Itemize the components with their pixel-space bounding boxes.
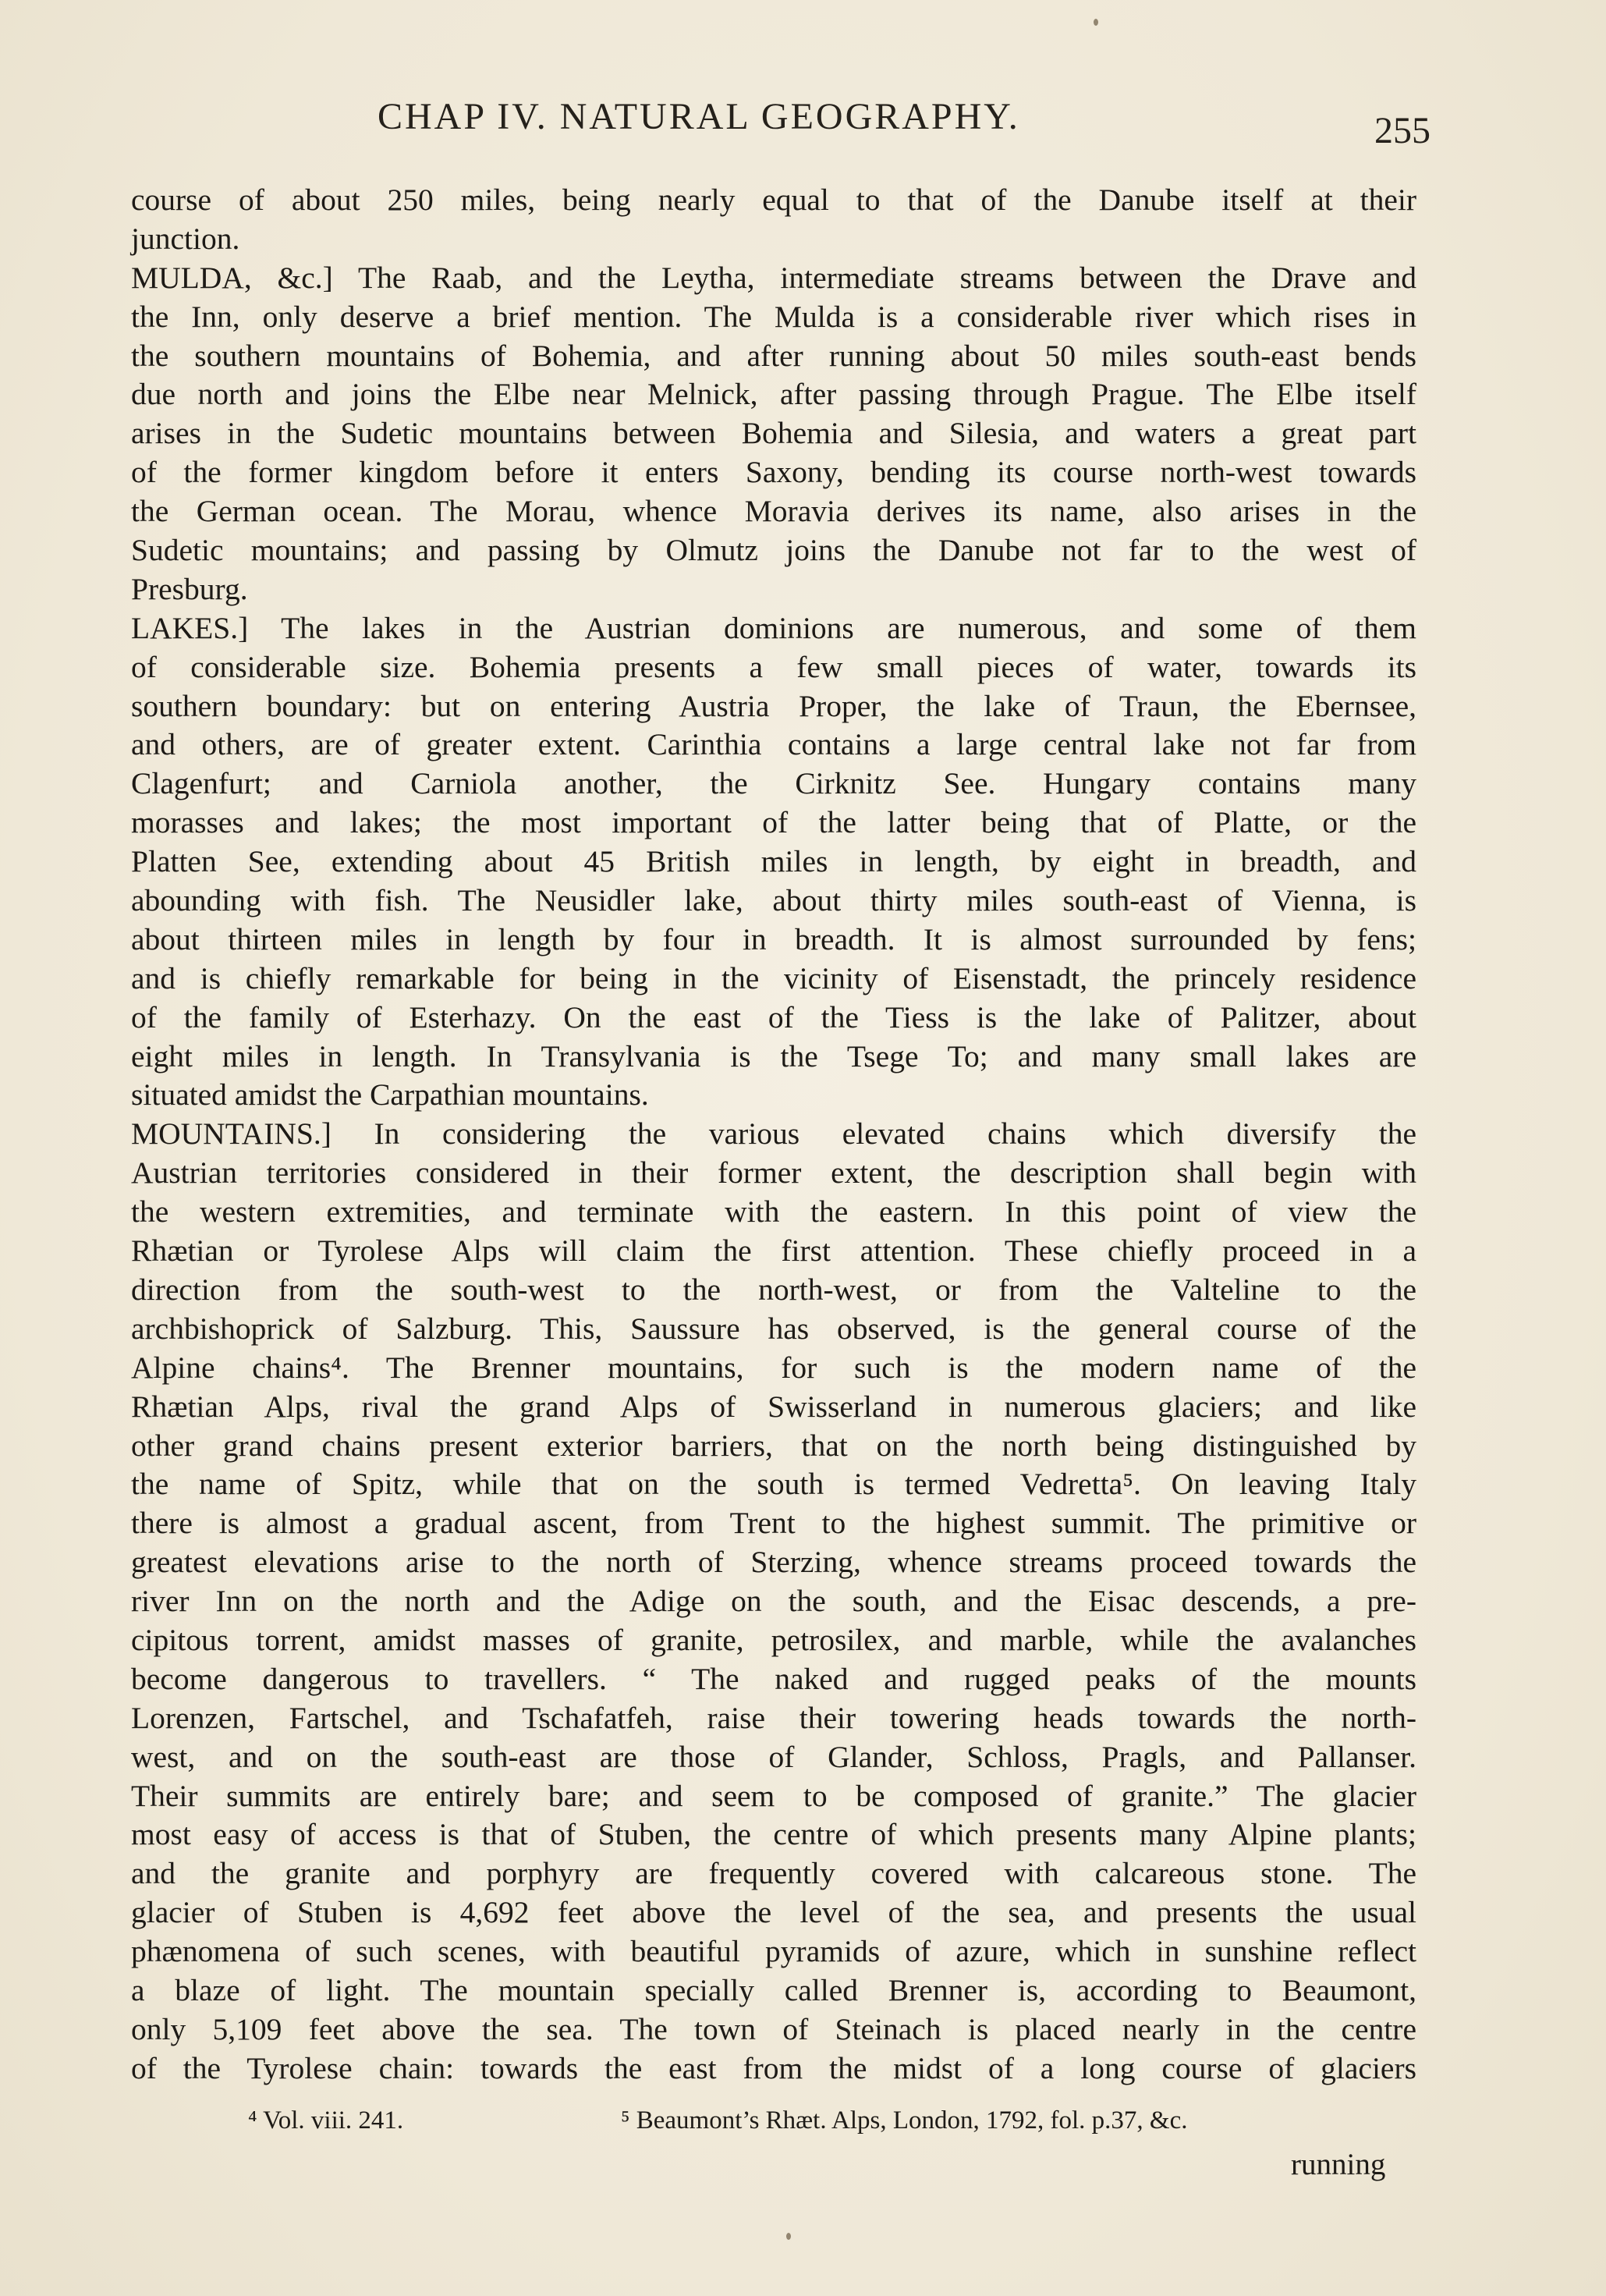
text-line: about thirteen miles in length by four in breadth. It is almost surrounded by fens; [131, 921, 1416, 956]
text-line: of the Tyrolese chain: towards the east from the midst of a long course of glaciers [131, 2050, 1416, 2085]
text-line: greatest elevations arise to the north of Sterzing, whence streams proceed towards the [131, 1545, 1416, 1580]
footnote-5: ⁵ Beaumont’s Rhæt. Alps, London, 1792, fol. p.37, &c. [621, 2106, 1188, 2135]
text-line: and others, are of greater extent. Carinthia contains a large central lake not far from [131, 727, 1416, 762]
text-line: morasses and lakes; the most important of the latter being that of Platte, or the [131, 805, 1416, 840]
text-line: of the family of Esterhazy. On the east of the Tiess is the lake of Palitzer, about [131, 999, 1416, 1034]
text-line: course of about 250 miles, being nearly equal to that of the Danube itself at their [131, 183, 1416, 217]
text-line: glacier of Stuben is 4,692 feet above the level of the sea, and presents the usual [131, 1895, 1416, 1930]
text-line: abounding with fish. The Neusidler lake, about thirty miles south-east of Vienna, is [131, 883, 1416, 918]
text-line: of considerable size. Bohemia presents a few small pieces of water, towards its [131, 649, 1416, 684]
text-line: Austrian territories considered in their former extent, the description shall begin with [131, 1155, 1416, 1191]
text-line: and is chiefly remarkable for being in the vicinity of Eisenstadt, the princely residence [131, 960, 1416, 995]
text-line: Presburg. [131, 571, 248, 606]
text-line: and the granite and porphyry are frequently covered with calcareous stone. The [131, 1856, 1416, 1891]
text-line: there is almost a gradual ascent, from Trent to the highest summit. The primitive or [131, 1506, 1416, 1541]
text-line: Lorenzen, Fartschel, and Tschafatfeh, raise their towering heads towards the north- [131, 1700, 1416, 1735]
text-line: cipitous torrent, amidst masses of granite, petrosilex, and marble, while the avalanches [131, 1622, 1416, 1657]
paper-speck [1094, 19, 1098, 26]
text-line: only 5,109 feet above the sea. The town of Steinach is placed nearly in the centre [131, 2011, 1416, 2046]
text-line: of the former kingdom before it enters Saxony, bending its course north-west towards [131, 455, 1416, 490]
text-line: Sudetic mountains; and passing by Olmutz joins the Danube not far to the west of [131, 533, 1416, 568]
text-line: Rhætian Alps, rival the grand Alps of Swisserland in numerous glaciers; and like [131, 1389, 1416, 1424]
text-line: west, and on the south-east are those of Glander, Schloss, Pragls, and Pallanser. [131, 1739, 1416, 1774]
text-line: arises in the Sudetic mountains between Bohemia and Silesia, and waters a great part [131, 416, 1416, 451]
text-line: situated amidst the Carpathian mountains. [131, 1077, 649, 1113]
text-line: MULDA, &c.] The Raab, and the Leytha, intermediate streams between the Drave and [131, 260, 1416, 295]
text-line: Alpine chains⁴. The Brenner mountains, for such is the modern name of the [131, 1350, 1416, 1385]
catchword: running [1291, 2148, 1386, 2181]
body-text [131, 181, 1416, 2088]
text-line: become dangerous to travellers. “ The naked and rugged peaks of the mounts [131, 1661, 1416, 1696]
running-title: CHAP IV. NATURAL GEOGRAPHY. [378, 96, 1020, 137]
text-line: the German ocean. The Morau, whence Moravia derives its name, also arises in the [131, 494, 1416, 529]
text-line: a blaze of light. The mountain specially called Brenner is, according to Beaumont, [131, 1972, 1416, 2007]
text-line: the western extremities, and terminate with the eastern. In this point of view the [131, 1194, 1416, 1230]
text-line: due north and joins the Elbe near Melnick, after passing through Prague. The Elbe itself [131, 377, 1416, 412]
text-line: Clagenfurt; and Carniola another, the Cirknitz See. Hungary contains many [131, 766, 1416, 801]
text-line: LAKES.] The lakes in the Austrian dominions are numerous, and some of them [131, 610, 1416, 645]
text-line: eight miles in length. In Transylvania is the Tsege To; and many small lakes are [131, 1038, 1416, 1073]
text-line: most easy of access is that of Stuben, the centre of which presents many Alpine plants; [131, 1817, 1416, 1852]
text-line: Rhætian or Tyrolese Alps will claim the first attention. These chiefly proceed in a [131, 1233, 1416, 1269]
page-number: 255 [1374, 110, 1431, 151]
text-line: junction. [131, 221, 240, 256]
text-line: phænomena of such scenes, with beautiful pyramids of azure, which in sunshine reflect [131, 1934, 1416, 1969]
text-line: Their summits are entirely bare; and seem to be composed of granite.” The glacier [131, 1778, 1416, 1813]
text-line: MOUNTAINS.] In considering the various elevated chains which diversify the [131, 1116, 1416, 1152]
text-line: the name of Spitz, while that on the south is termed Vedretta⁵. On leaving Italy [131, 1467, 1416, 1502]
text-line: river Inn on the north and the Adige on the south, and the Eisac descends, a pre- [131, 1584, 1416, 1619]
text-line: Platten See, extending about 45 British miles in length, by eight in breadth, and [131, 844, 1416, 879]
text-line: direction from the south-west to the north-west, or from the Valteline to the [131, 1272, 1416, 1307]
paper-speck [786, 2233, 791, 2240]
text-line: other grand chains present exterior barriers, that on the north being distinguished by [131, 1428, 1416, 1463]
footnote-4: ⁴ Vol. viii. 241. [248, 2106, 404, 2135]
text-line: southern boundary: but on entering Austria Proper, the lake of Traun, the Ebernsee, [131, 688, 1416, 723]
text-line: the southern mountains of Bohemia, and after running about 50 miles south-east bends [131, 338, 1416, 373]
text-line: archbishoprick of Salzburg. This, Saussure has observed, is the general course of the [131, 1311, 1416, 1346]
text-line: the Inn, only deserve a brief mention. The Mulda is a considerable river which rises in [131, 299, 1416, 334]
